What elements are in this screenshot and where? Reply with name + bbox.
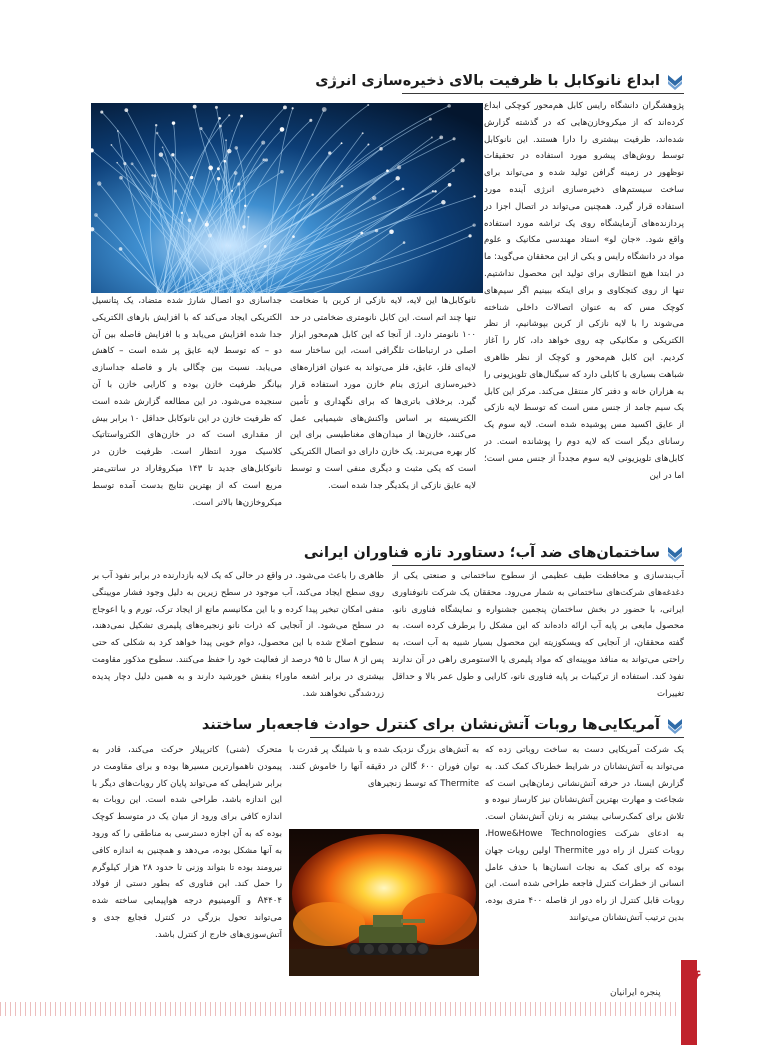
article-column-right bbox=[485, 742, 684, 978]
chevron-down-icon bbox=[666, 544, 684, 562]
section-title: ابداع نانوکابل با ظرفیت بالای ذخیره‌سازی انرژی bbox=[315, 73, 660, 89]
firefighting-robot-photo bbox=[289, 829, 479, 976]
paragraph: ظاهری را باعث می‌شود. در واقع در حالی که یک لایه بازدارنده در برابر نفوذ آب بر روی سطح ایجاد می‌کند، آب موجود در سطح زیرین به دلیل وجود فشار مویینگی منفی امکان تبخیر پیدا کرده و با این مکانیسم مانع از ایجاد ترک، تورم و یا اعوجاج در سطح می‌شود. از آنجایی که ذرات نانو زنجیره‌های پلیمری تشکیل نمی‌دهند، سطوح اصلاح شده با این محصول، دوام خوبی پیدا خواهد کرد به شکلی که حتی پس از ۸ سال تا ۹۵ درصد از فعالیت خود را حفظ می‌کنند. سطوح مذکور مقاومت بیشتری در برابر اشعه ماوراء بنفش خورشید دارند و به همین دلیل دچار پدیده زردشدگی نخواهند شد. bbox=[92, 571, 384, 699]
paragraph: پژوهشگران دانشگاه رایس کابل هم‌محور کوچکی ابداع کرده‌اند که از میکروخازن‌هایی که در گذشته گزارش شده‌اند، ظرفیت بیشتری را دارا هستند. این نانوکابل توسط روش‌های پیشرو مورد استفاده در تحقیقات نوظهور در زمینه گرافن تولید شده و می‌تواند برای ساخت سیستم‌های ذخیره‌سازی انرژی آینده مورد استفاده قرار گیرد. همچنین می‌تواند در اتصال اجزا در پردازنده‌های آزمایشگاه روی یک تراشه مورد استفاده واقع شود. «جان لو» استاد مهندسی مکانیک و علوم مواد در دانشگاه رایس و یکی از این محققان می‌گوید: ما در ابتدا هیچ انتظاری برای تولید این محصول نداشتیم. تنها از روی کنجکاوی و برای اینکه ببینیم اگر سیم‌های کوچک مس که به عنوان اتصالات داخلی شناخته می‌شوند را با لایه نازکی از کربن بپوشانیم، از نظر الکتریکی و مکانیکی چه روی خواهد داد، کار را آغاز کردیم. این کابل هم‌محور و کوچک از نظر ظاهری شباهت بسیاری با کابلی دارد که سیگنال‌های تلویزیونی را به هزاران خانه و دفتر کار منتقل می‌کند. مرکز این کابل یک سیم جامد از جنس مس است که توسط لایه نازکی از عایق اکسید مس پوشیده شده است. لایه سوم یک رسانای دیگر است که لایه دوم را پوشانده است. در کابل‌های تلویزیونی لایه سوم مجدداً از جنس مس است؛ اما در این bbox=[484, 101, 684, 481]
article-column-left bbox=[92, 568, 384, 708]
paragraph: متحرک (شنی) کاترپیلار حرکت می‌کند، قادر به پیمودن ناهموارترین مسیرها بوده و برای مقاومت در برابر شرایطی که می‌تواند پایان کار روبات‌های دیگر با این اندازه باشد، طراحی شده است. این روبات به اندازه کافی برای ورود از میان یک در متوسط کوچک بوده که به آن اجازه دسترسی به مناطقی را که ورود به آنها مشکل بوده، می‌دهد و همچنین به اندازه کافی نیرومند بوده تا بتواند وزنی تا حدود ۲۸ هزار کیلوگرم را حمل کند. این فناوری که بطور دستی از فولاد A۴۴۰۴ و آلومینیوم درجه هواپیمایی ساخته شده می‌تواند تحول بزرگی در کنترل فجایع جدی و آتش‌سوزی‌های خارج از کنترل باشد. bbox=[92, 745, 282, 940]
magazine-name: پنجره ایرانیان bbox=[610, 988, 661, 998]
paragraph: به آتش‌های بزرگ نزدیک شده و با شیلنگ پر قدرت با توان فوران ۶۰۰ گالن در دقیقه آنها را خاموش کنند. Thermite که توسط زنجیرهای bbox=[289, 745, 479, 789]
paragraph: یک شرکت آمریکایی دست به ساخت روباتی زده که می‌تواند به آتش‌نشانان در شرایط خطرناک کمک کند. به گزارش ایسنا، در حرفه آتش‌نشانی زمان‌هایی است که شجاعت و مهارت بهترین آتش‌نشانان نیز کارساز نبوده و تلاش برای کمک‌رسانی بیشتر به زنان آتش‌نشان است. به ادعای شرکت Howe&Howe Technologies، روبات کنترل از راه دور Thermite اولین روبات جهان بوده که برای کمک به نجات انسان‌ها با حذف عامل انسانی از خطرات کنترل فاجعه طراحی شده است. این روبات قابل کنترل از راه دور از فاصله ۴۰۰ متری بوده، بدین ترتیب آتش‌نشانان می‌توانند bbox=[485, 745, 684, 923]
footer-stripe bbox=[0, 1002, 680, 1016]
article-column-middle bbox=[289, 742, 479, 826]
article-column-middle bbox=[290, 293, 476, 533]
paragraph: آب‌بندسازی و محافظت طیف عظیمی از سطوح ساختمانی و صنعتی یکی از دغدغه‌های شرکت‌های ساختمانی به شمار می‌رود. محققان یک شرکت نانوفناوری ایرانی، با حضور در بخش ساختمان پنجمین جشنواره و نمایشگاه فناوری نانو، محصول مایعی بر پایه آب ارائه داده‌اند که این مشکل را برطرف کرده است. به گفته محققان، از آنجایی که ویسکوزیته این محصول بسیار شبیه به آب است، به راحتی می‌تواند به منافذ مویینه‌ای که مواد پلیمری یا الاستومری راهی در آن ندارند نفوذ کند. استفاده از ترکیبات بر پایه فناوری نانو، کارایی و طول عمر بالا و حداقل تغییرات bbox=[392, 571, 684, 699]
section-title: ساختمان‌های ضد آب؛ دستاورد تازه فناوران ایرانی bbox=[303, 545, 660, 561]
paragraph: جداسازی دو اتصال شارژ شده متضاد، یک پتانسیل الکتریکی ایجاد می‌کند که با افزایش بارهای الکتریکی جدا شده افزایش می‌یابد و با افزایش فاصله بین آن دو – که توسط لایه عایق پر شده است – کاهش می‌یابد. نسبت بین چگالی بار و فاصله جداسازی بیانگر ظرفیت خازن بوده و کارایی خازن با آن سنجیده می‌شود. در این مطالعه گزارش شده است که ظرفیت خازن در این نانوکابل حداقل ۱۰ برابر بیش از مقداری است که در خازن‌های الکترواستاتیک کلاسیک مورد انتظار است. ظرفیت خازن در نانوکابل‌های جدید تا ۱۴۳ میکروفاراد در سانتی‌متر مربع است که از بهترین نتایج بدست آمده توسط میکروخازن‌ها بالاتر است. bbox=[92, 296, 282, 508]
chevron-down-icon bbox=[666, 72, 684, 90]
section-title: آمریکایی‌ها روبات آتش‌نشان برای کنترل حوادث فاجعه‌بار ساختند bbox=[201, 717, 660, 733]
article-column-left bbox=[92, 293, 282, 533]
heading-underline bbox=[310, 737, 684, 738]
section-heading-nanocable bbox=[315, 72, 684, 90]
section-heading-waterproof bbox=[304, 544, 684, 562]
paragraph: نانوکابل‌ها این لایه، لایه نازکی از کربن با ضخامت تنها چند اتم است. این کابل نانومتری ضخامتی در حد ۱۰۰ نانومتر دارد. از آنجا که این کابل هم‌محور ابزار اصلی در ارتباطات تلگرافی است، این ساختار سه لایه‌ای فلز، عایق، فلز می‌تواند به عنوان افزاره‌های ذخیره‌سازی انرژی بنام خازن مورد استفاده قرار گیرد. برخلاف باتری‌ها که برای نگهداری و تأمین الکتریسیته بر اساس واکنش‌های شیمیایی عمل می‌کنند، خازن‌ها از میدان‌های مغناطیسی برای این کار بهره می‌برند. یک خازن دارای دو اتصال الکتریکی است که یکی مثبت و دیگری منفی است و توسط لایه عایق نازکی از یکدیگر جدا شده است. bbox=[290, 296, 476, 491]
article-column-right bbox=[392, 568, 684, 708]
article-column-left bbox=[92, 742, 282, 978]
fiber-optics-photo bbox=[91, 103, 483, 293]
heading-underline bbox=[402, 93, 684, 94]
page-number: ۴۶ bbox=[686, 968, 702, 983]
chevron-down-icon bbox=[666, 716, 684, 734]
heading-underline bbox=[392, 565, 684, 566]
article-column-right bbox=[484, 98, 684, 536]
section-heading-robot bbox=[202, 716, 684, 734]
